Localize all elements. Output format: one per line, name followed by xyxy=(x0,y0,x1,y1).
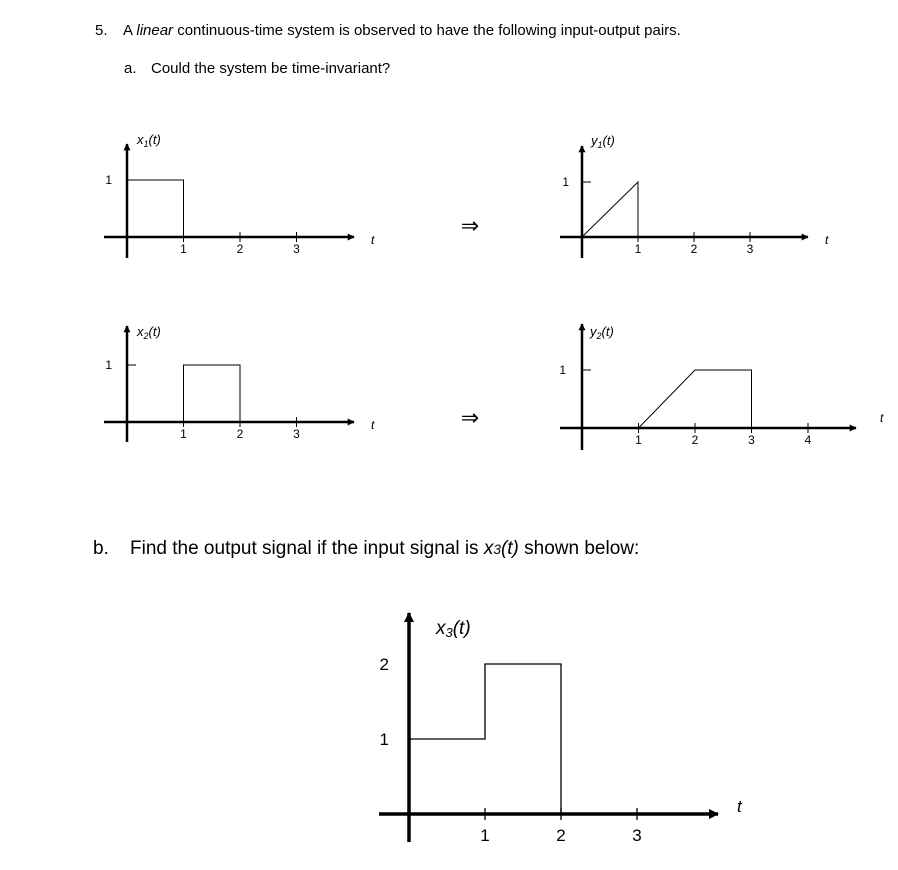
axis-variable-label: t xyxy=(371,418,375,432)
x-tick-label: 3 xyxy=(293,427,300,441)
signal-label: x3(t) xyxy=(436,618,471,640)
x-tick-label: 2 xyxy=(236,242,244,256)
x-tick-label: 4 xyxy=(804,433,812,447)
signal-label: $y_1(t)$ xyxy=(591,133,615,150)
part-b-post: shown below: xyxy=(518,538,640,559)
signal-line xyxy=(127,180,184,237)
part-a-label: a. xyxy=(124,60,137,77)
x-tick-label: 3 xyxy=(632,826,642,845)
signal-line xyxy=(409,664,561,814)
x-tick-label: 2 xyxy=(236,427,244,441)
part-b-label: b. xyxy=(93,538,109,559)
y-tick-label: 1 xyxy=(562,175,569,190)
axis-variable-label: t xyxy=(825,233,829,247)
x-tick-label: 2 xyxy=(690,242,698,256)
plot-x2 xyxy=(104,324,375,442)
implies-arrow-1: ⇒ xyxy=(460,214,480,239)
plot-y2 xyxy=(559,324,884,450)
axis-variable-label: t xyxy=(371,233,375,247)
y-tick-label: 2 xyxy=(379,654,389,674)
plot-x1 xyxy=(104,132,375,258)
plot-x3 xyxy=(379,613,743,845)
intro-post: continuous-time system is observed to have the following input-output pairs. xyxy=(173,22,681,39)
part-b-pre: Find the output signal if the input signal is xyxy=(130,538,484,559)
x-tick-label: 3 xyxy=(746,242,754,256)
y-tick-label: 1 xyxy=(559,363,566,378)
part-b-signal-arg: (t) xyxy=(500,538,519,559)
x-tick-label: 2 xyxy=(691,433,699,447)
intro-emphasis: linear xyxy=(136,22,174,39)
y-tick-label: 1 xyxy=(379,729,389,749)
signal-label: $x_1(t)$ xyxy=(137,132,161,149)
signal-line xyxy=(184,365,241,422)
signal-line xyxy=(639,370,752,428)
x-tick-label: 1 xyxy=(480,826,490,845)
signal-label: $x_2(t)$ xyxy=(137,324,161,341)
x-tick-label: 1 xyxy=(180,242,187,256)
y-tick-label: 1 xyxy=(105,173,112,188)
axis-variable-label: t xyxy=(880,411,884,425)
x-tick-label: 1 xyxy=(635,433,642,447)
implies-arrow-2: ⇒ xyxy=(460,406,480,431)
part-b-signal-sub: 3 xyxy=(493,542,501,557)
x-tick-label: 1 xyxy=(634,242,642,256)
signal-label: $y_2(t)$ xyxy=(590,324,614,341)
part-a-text: Could the system be time-invariant? xyxy=(151,60,391,77)
signal-line xyxy=(582,182,638,237)
x-tick-label: 3 xyxy=(293,242,300,256)
x-tick-label: 3 xyxy=(748,433,755,447)
question-number: 5. xyxy=(95,22,108,39)
intro-pre: A xyxy=(123,22,137,39)
x-tick-label: 2 xyxy=(556,826,566,845)
y-tick-label: 1 xyxy=(105,358,112,373)
x-tick-label: 1 xyxy=(180,427,187,441)
plot-y1 xyxy=(560,133,829,258)
axis-variable-label: t xyxy=(737,797,742,816)
part-b-signal: x xyxy=(483,538,494,559)
